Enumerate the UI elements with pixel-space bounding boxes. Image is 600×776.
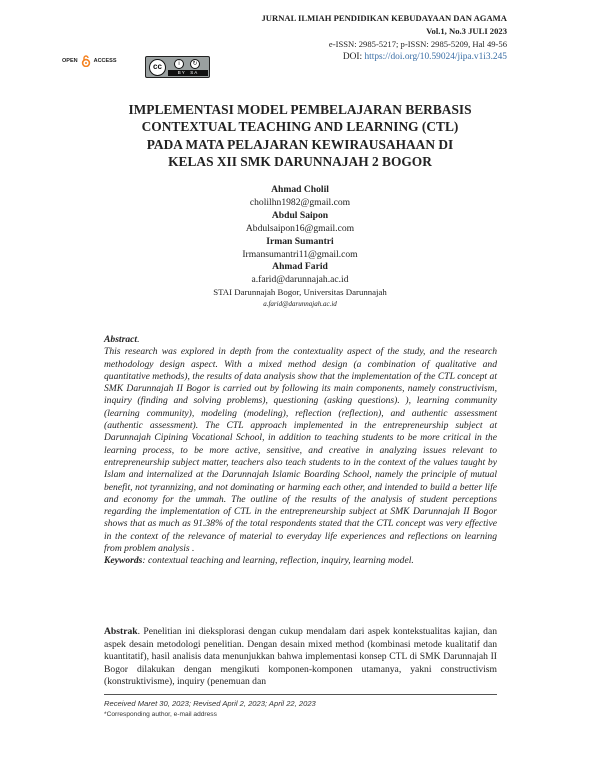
abstrak-label: Abstrak	[104, 626, 138, 637]
doi-label: DOI:	[342, 52, 365, 62]
issn-info: e-ISSN: 2985-5217; p-ISSN: 2985-5209, Hal 49-56	[328, 39, 507, 49]
volume-info: Vol.1, No.3 JULI 2023	[426, 26, 507, 36]
title-line: CONTEXTUAL TEACHING AND LEARNING (CTL)	[141, 119, 459, 135]
keywords-label: Keywords	[104, 555, 143, 567]
title-line: IMPLEMENTASI MODEL PEMBELAJARAN BERBASIS	[128, 102, 472, 117]
doi-link[interactable]: https://doi.org/10.59024/jipa.v1i3.245	[364, 52, 507, 62]
paper-title	[70, 101, 530, 170]
cc-icon: cc	[149, 59, 166, 76]
abstract-label-line: Abstract.	[104, 334, 140, 345]
keywords-line	[104, 555, 497, 567]
abstrak-text: . Penelitian ini dieksplorasi dengan cukup mendalam dari aspek kontekstualitas kajian, dan aspek desain metodologi penelitian. Dengan desain mixed method (kombinasi metode kualitatif dan kuantitatif), hasil analisis data menunjukkan bahwa implementasi konsep CTL di SMK Darunnajah II Bogor dilakukan dengan mengikuti komponen-komponen utamanya, yakni constructivism (konstruktivisme), inquiry (penemuan dan	[104, 626, 497, 688]
author-email: Abdulsaipon16@gmail.com	[245, 223, 355, 234]
abstract-text: This research was explored in depth from the contextuality aspect of the study, and the research methodology design aspect. With a mixed method design (a combination of qualitative and quantitative methods), the results of data analysis show that the implementation of the CTL concept at SMK Darunnajah II Bogor is carried out by following its main components, namely constructivism, inquiry (finding and solving problems), questioning (asking questions). ), learning community (learning community), modeling (modeling), reflection (reflection), and authentic assessment (authentic assessment). The CTL approach implemented in the entrepreneurship subject at Darunnajah Cipining Vocational School, in addition to teaching students to be more critical in the learning process, to be more active, sensitive, and creative in analyzing issues relevant to entrepreneurship subject matter, teachers also teach students to in the context of the values taught by Islam and internalized at the Darunnajah Islamic Boarding School, namely the principle of mutual benefit, not tyrannizing, and not dominating or harming each other, and intended to build a better life and economy for the ummah. The outline of the results of the analysis of student perceptions regarding the implementation of CTL in the entrepreneurship subject at SMK Darunnajah II Bogor shows that as much as 91.38% of the total respondents stated that the CTL concept was very effective in the context of the relevance of material to everyday life experiences and reflections on learning from problem analysis .	[104, 346, 497, 555]
corresponding-email: a.farid@darunnajah.ac.id	[263, 300, 337, 308]
open-access-badge	[62, 55, 117, 67]
title-line: PADA MATA PELAJARAN KEWIRAUSAHAAN DI	[146, 136, 454, 152]
access-label: ACCESS	[93, 58, 117, 64]
author-email: cholilhn1982@gmail.com	[249, 197, 351, 208]
author-email: Irmansumantri11@gmail.com	[242, 249, 358, 260]
cc-sa-icon: ↻	[190, 59, 200, 69]
author-name: Ahmad Cholil	[271, 184, 329, 195]
keywords-text: : contextual teaching and learning, reflection, inquiry, learning model.	[142, 555, 414, 567]
footer-divider	[104, 694, 497, 695]
author-name: Ahmad Farid	[272, 261, 328, 272]
open-access-lock-icon	[81, 55, 91, 67]
cc-sa-label: SA	[190, 70, 199, 75]
abstract-block	[104, 334, 497, 568]
abstract-label: Abstract	[104, 334, 138, 345]
doi-line	[343, 51, 507, 64]
affiliation: STAI Darunnajah Bogor, Universitas Darunnajah	[213, 287, 387, 297]
corresponding-note: *Corresponding author, e-mail address	[104, 711, 217, 718]
author-name: Irman Sumantri	[266, 236, 334, 247]
journal-name: JURNAL ILMIAH PENDIDIKAN KEBUDAYAAN DAN AGAMA	[261, 13, 507, 23]
creative-commons-badge	[145, 56, 210, 78]
cc-by-icon: i	[174, 59, 184, 69]
received-dates: Received Maret 30, 2023; Revised April 2, 2023; April 22, 2023	[104, 699, 316, 708]
author-name: Abdul Saipon	[271, 210, 329, 221]
cc-label-bar	[168, 70, 208, 76]
cc-by-label: BY	[177, 70, 186, 75]
abstrak-block	[104, 626, 497, 689]
open-label: OPEN	[62, 58, 78, 64]
title-line: KELAS XII SMK DARUNNAJAH 2 BOGOR	[168, 153, 432, 169]
author-email: a.farid@darunnajah.ac.id	[251, 274, 349, 285]
